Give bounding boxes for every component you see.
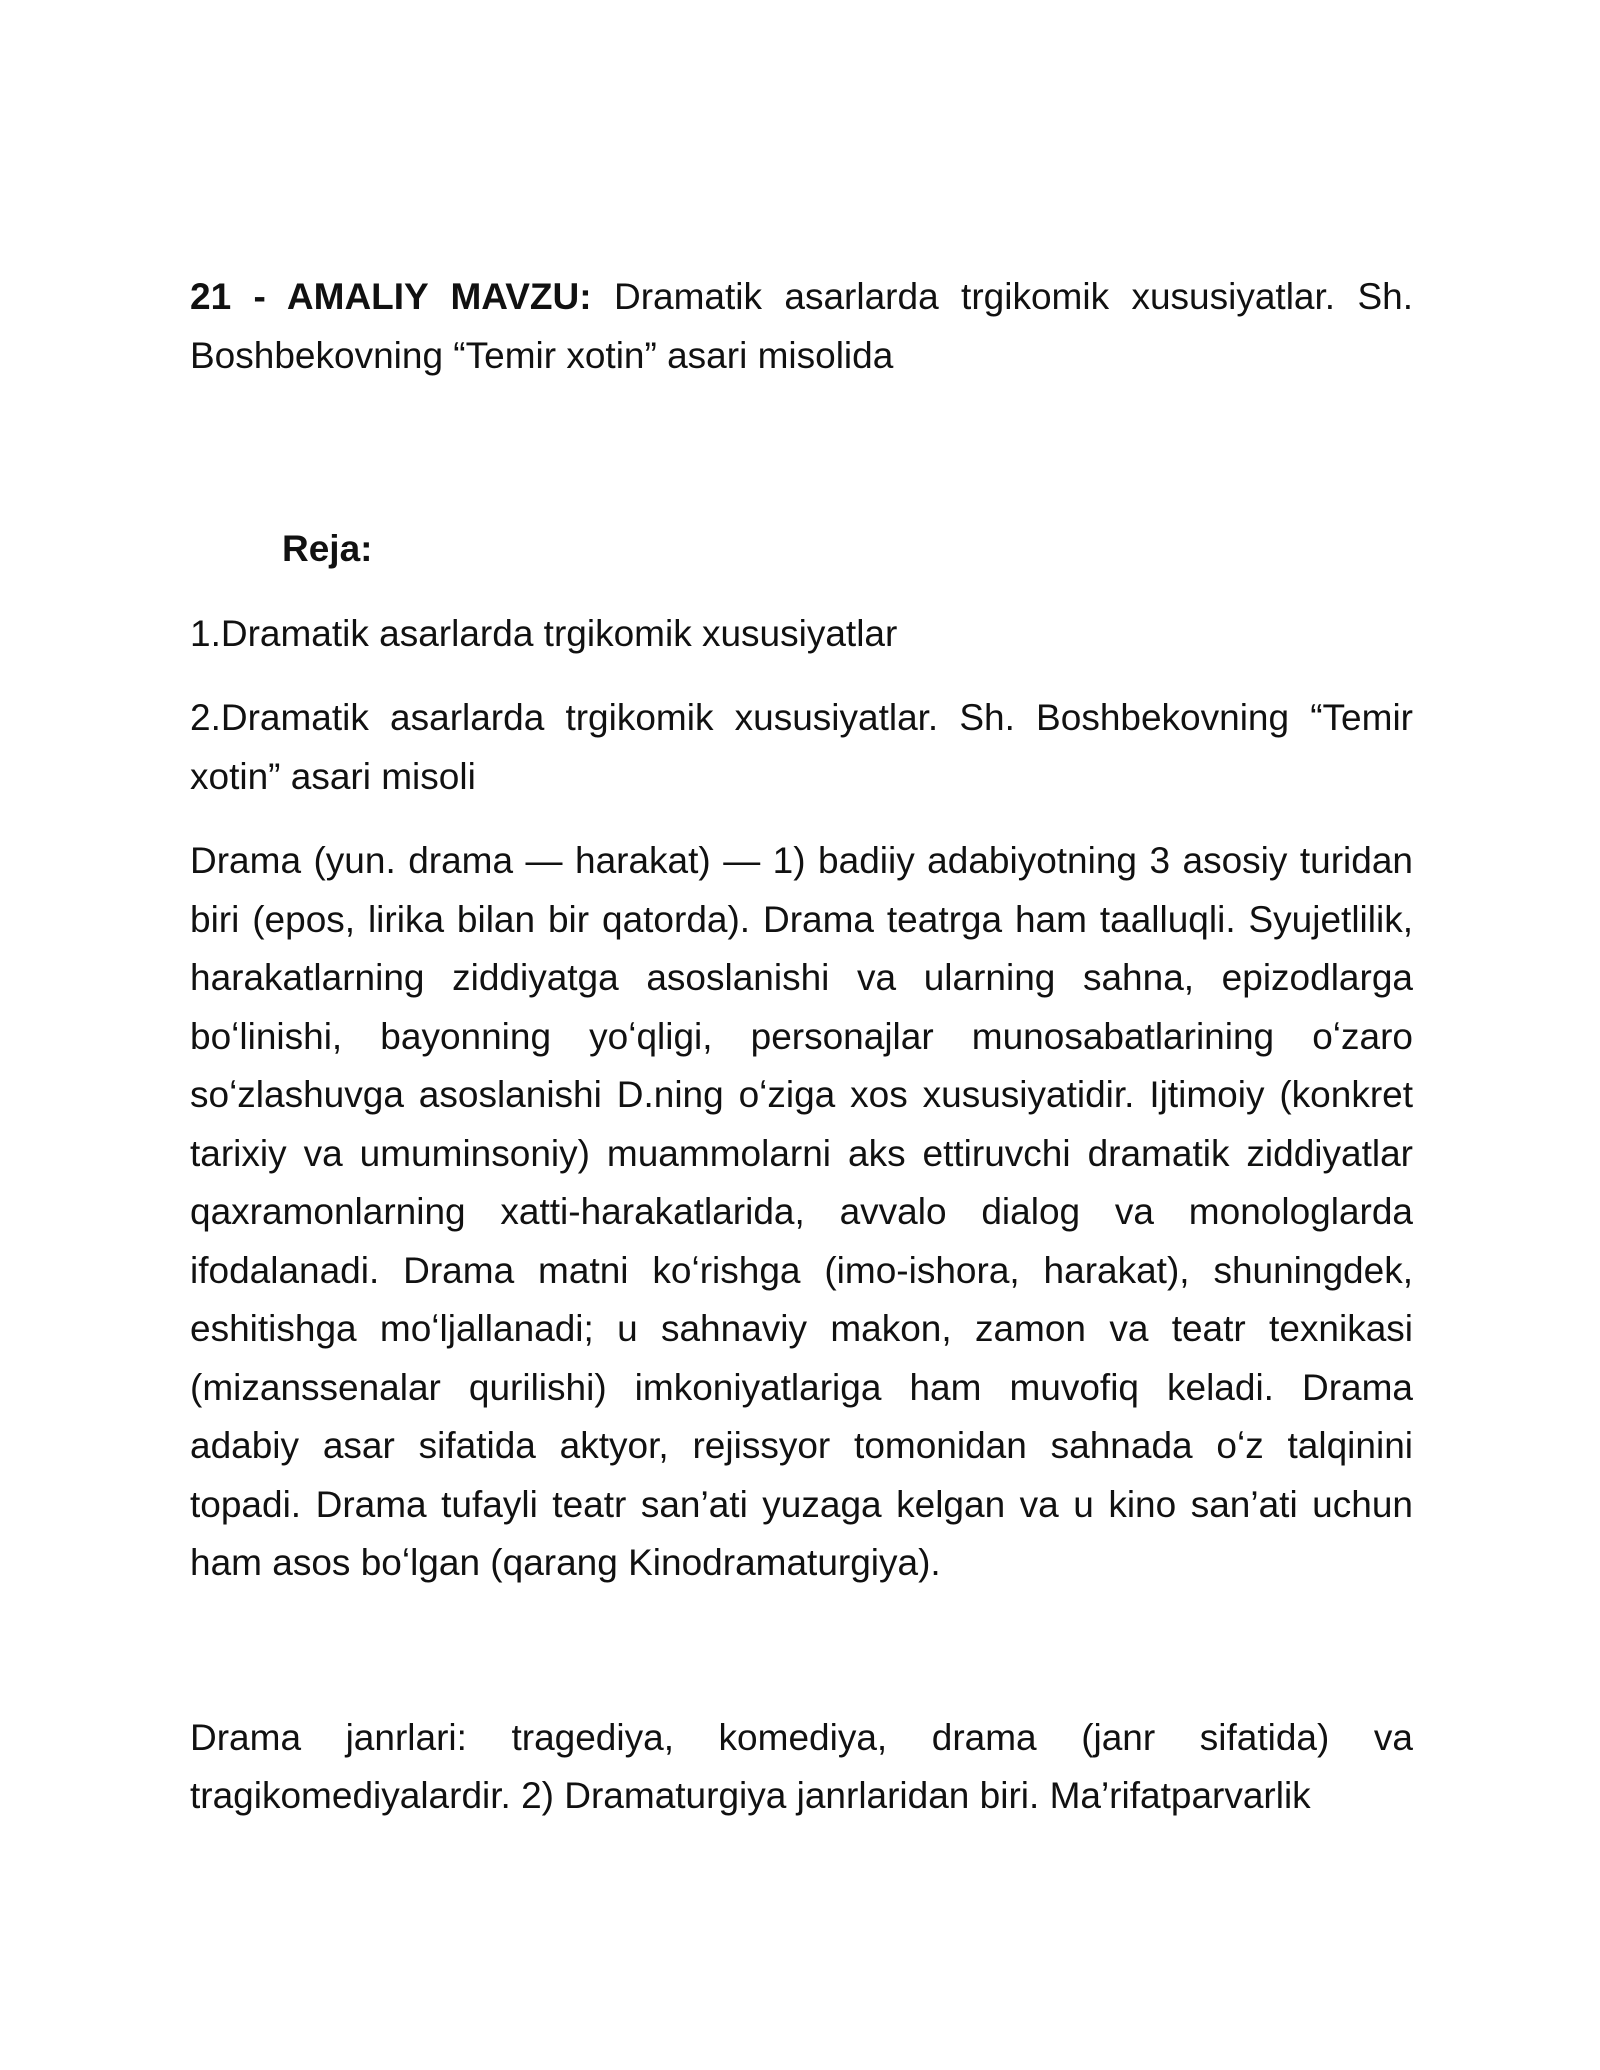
body-paragraph-1: Drama (yun. drama — harakat) — 1) badiiy adabiyotning 3 asosiy turidan biri (epos, lirika bilan bir qatorda). Drama teatrga ham taalluqli. Syujetlilik, harakatlarning ziddiyatga asoslanishi va ularning sahna, epizodlarga boʻlinishi, bayonning yoʻqligi, personajlar munosabatlarining oʻzaro soʻzlashuvga asoslanishi D.ning oʻziga xos xususiyatidir. Ijtimoiy (konkret tarixiy va umuminsoniy) muammolarni aks ettiruvchi dramatik ziddiyatlar qaxramonlarning xatti-harakatlarida, avvalo dialog va monologlarda ifodalanadi. Drama matni koʻrishga (imo-ishora, harakat), shuningdek, eshitishga moʻljallanadi; u sahnaviy makon, zamon va teatr texnikasi (mizanssenalar qurilishi) imkoniyatlariga ham muvofiq keladi. Drama adabiy asar sifatida aktyor, rejissyor tomonidan sahnada oʻz talqinini topadi. Drama tufayli teatr san’ati yuzaga kelgan va u kino san’ati uchun ham asos boʻlgan (qarang Kinodramaturgiya).	[190, 840, 1413, 1583]
body-paragraph-2: Drama janrlari: tragediya, komediya, drama (janr sifatida) va tragikomediyalardir. 2) Dramaturgiya janrlaridan biri. Ma’rifatparvarlik	[190, 1716, 1413, 1816]
plan-item-1: 1.Dramatik asarlarda trgikomik xususiyatlar	[190, 612, 898, 654]
page-title	[190, 268, 1413, 385]
title-prefix: 21 - AMALIY MAVZU:	[190, 276, 592, 317]
plan-heading: Reja:	[282, 528, 373, 569]
document-body	[190, 268, 1413, 1826]
title-text: Dramatik asarlarda trgikomik xususiyatlar. Sh. Boshbekovning “Temir xotin” asari misolida	[190, 276, 1413, 376]
plan-item-2: 2.Dramatik asarlarda trgikomik xususiyatlar. Sh. Boshbekovning “Temir xotin” asari misoli	[190, 697, 1413, 797]
